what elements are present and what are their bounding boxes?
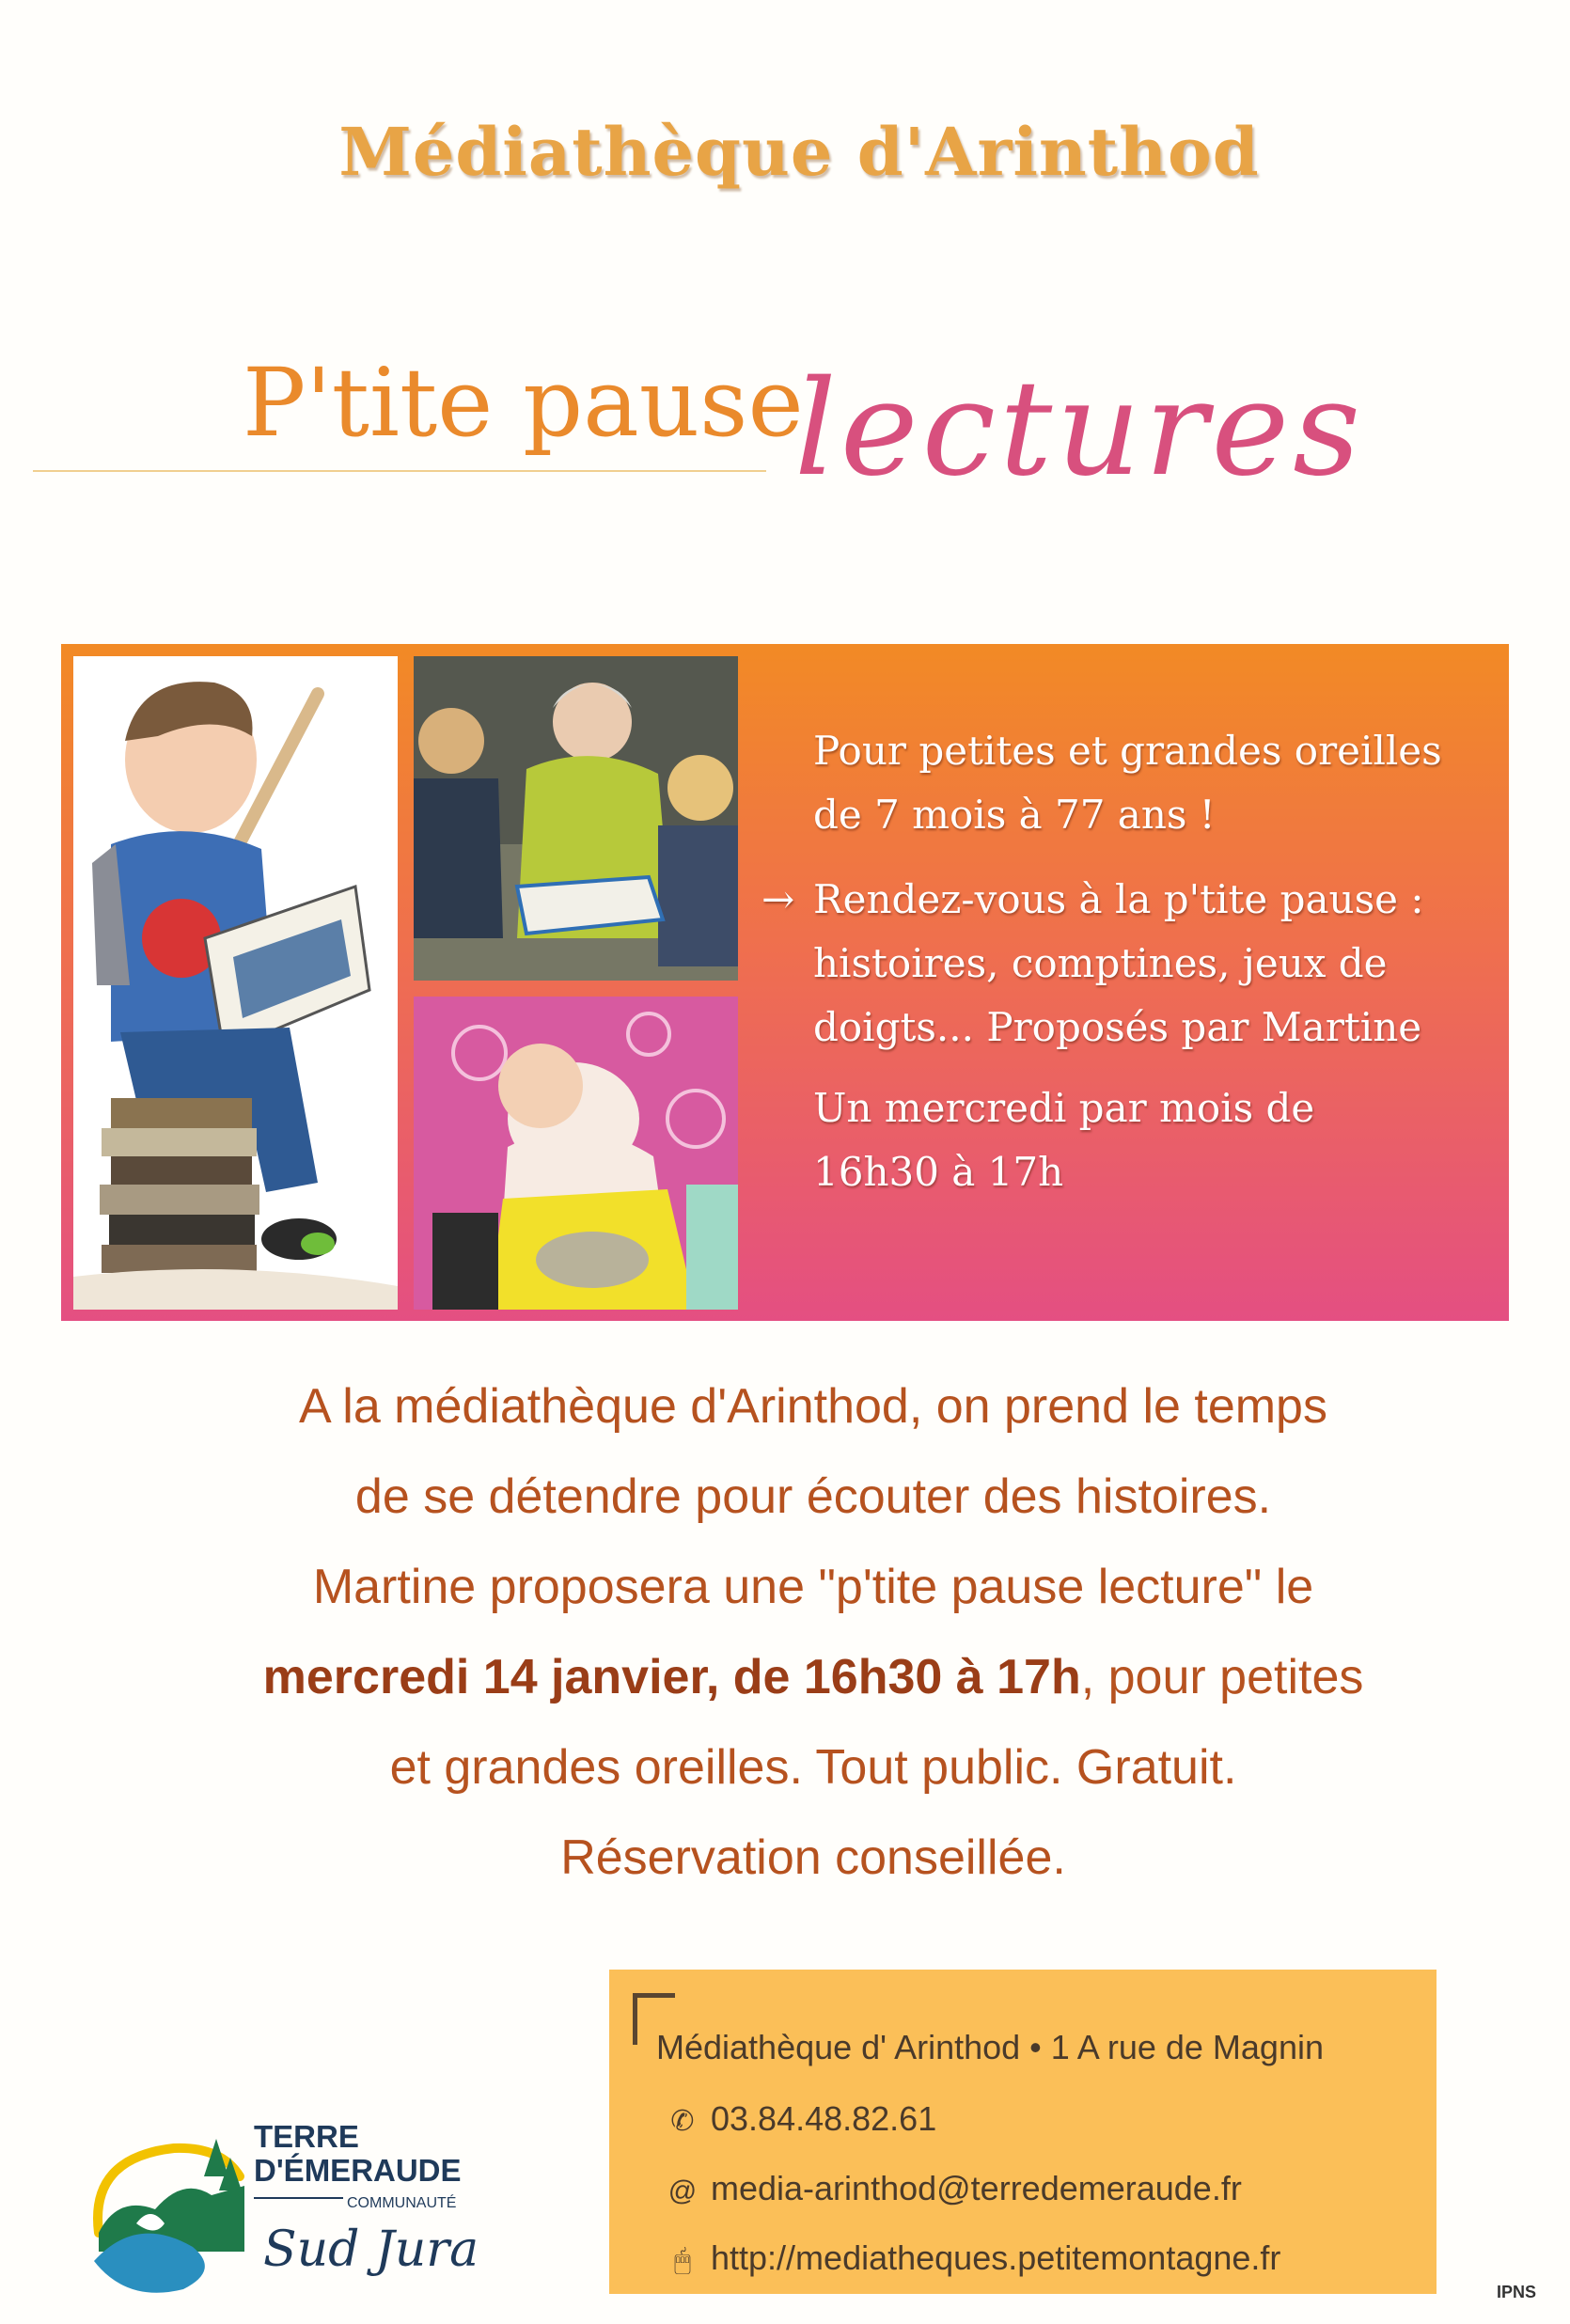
contact-website[interactable]: http://mediatheques.petitemontagne.fr bbox=[711, 2238, 1281, 2277]
logo-sud-jura: Sud Jura bbox=[263, 2222, 479, 2278]
logo-communaute: COMMUNAUTÉ bbox=[343, 2197, 460, 2210]
body-line-4 bbox=[94, 1632, 1532, 1722]
contact-phone[interactable]: 03.84.48.82.61 bbox=[711, 2099, 937, 2138]
event-title: P'tite pause bbox=[243, 348, 804, 458]
contact-phone-row bbox=[666, 2099, 936, 2139]
phone-icon: ✆ bbox=[670, 2106, 695, 2137]
arrow-icon: → bbox=[761, 876, 795, 922]
at-icon: @ bbox=[667, 2175, 698, 2206]
audience-text: Pour petites et grandes oreilles de 7 mois à 77 ans ! bbox=[813, 728, 1442, 838]
child-illustration bbox=[73, 656, 398, 1310]
contact-email-row bbox=[666, 2169, 1242, 2208]
schedule-line2: 16h30 à 17h bbox=[813, 1149, 1064, 1195]
logo-line-2: D'ÉMERAUDE bbox=[254, 2153, 462, 2188]
logo-line-1: TERRE bbox=[254, 2119, 359, 2154]
schedule-line1: Un mercredi par mois de bbox=[813, 1085, 1315, 1131]
body-line-5: et grandes oreilles. Tout public. Gratuit. bbox=[389, 1740, 1237, 1795]
body-line-6: Réservation conseillée. bbox=[560, 1830, 1066, 1885]
page-title: Médiathèque d'Arinthod bbox=[338, 113, 1260, 191]
contact-email[interactable]: media-arinthod@terredemeraude.fr bbox=[711, 2169, 1242, 2207]
reading-illustration bbox=[414, 656, 738, 981]
photo-baby-book bbox=[414, 997, 738, 1310]
logo-emblem-icon bbox=[80, 2120, 249, 2294]
body-line-3: Martine proposera une "p'tite pause lecture" le bbox=[312, 1560, 1314, 1614]
info-panel bbox=[61, 644, 1509, 1321]
event-date: mercredi 14 janvier, de 16h30 à 17h bbox=[262, 1650, 1081, 1704]
body-line-4-rest: , pour petites bbox=[1080, 1650, 1364, 1704]
baby-illustration bbox=[414, 997, 738, 1310]
subtitle-rule bbox=[33, 470, 766, 472]
contact-web-row bbox=[666, 2238, 1280, 2278]
ipns-label: IPNS bbox=[1497, 2283, 1537, 2301]
body-line-1: A la médiathèque d'Arinthod, on prend le temps bbox=[299, 1379, 1327, 1434]
logo-terre-demeraude bbox=[80, 2120, 531, 2294]
mouse-icon: 🖱 bbox=[674, 2245, 691, 2276]
activities-row bbox=[761, 868, 1490, 1060]
photo-reading-session bbox=[414, 656, 738, 981]
event-description bbox=[94, 1361, 1532, 1903]
activities-text: Rendez-vous à la p'tite pause : histoires, comptines, jeux de doigts... Proposés par Martine bbox=[813, 876, 1424, 1050]
contact-address: Médiathèque d' Arinthod • 1 A rue de Magnin bbox=[656, 2028, 1324, 2066]
contact-box bbox=[609, 1970, 1437, 2294]
event-title-script: lectures bbox=[794, 353, 1365, 506]
body-line-2: de se détendre pour écouter des histoires. bbox=[354, 1469, 1272, 1524]
photo-child-reading bbox=[73, 656, 398, 1310]
panel-text bbox=[761, 719, 1490, 1204]
